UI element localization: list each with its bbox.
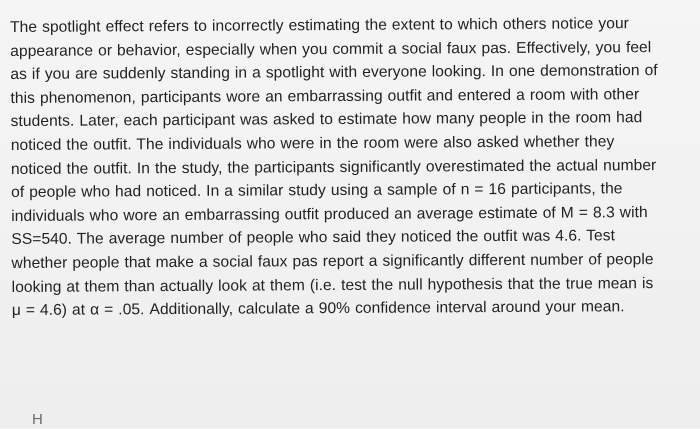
question-text	[10, 12, 684, 323]
question-line: of people who had noticed. In a similar study using a sample of n = 16 participants, the	[11, 180, 623, 202]
question-line: SS=540. The average number of people who said they noticed the outfit was 4.6. Test	[11, 227, 616, 249]
question-line: this phenomenon, participants wore an embarrassing outfit and entered a room with other	[10, 85, 640, 107]
question-line: as if you are suddenly standing in a spotlight with everyone looking. In one demonstration of	[10, 62, 658, 84]
question-line: noticed the outfit. In the study, the participants significantly overestimated the actual number	[10, 156, 657, 178]
answer-partial-text: H	[32, 411, 43, 428]
question-line: students. Later, each participant was asked to estimate how many people in the room had	[10, 109, 643, 131]
question-line: noticed the outfit. The individuals who were in the room were also asked whether they	[10, 133, 615, 154]
question-line: individuals who wore an embarrassing outfit produced an average estimate of M = 8.3 with	[11, 203, 648, 225]
question-line: whether people that make a social faux pas report a significantly different number of people	[11, 251, 654, 272]
question-line: μ = 4.6) at α = .05. Additionally, calculate a 90% confidence interval around your mean.	[11, 298, 625, 320]
question-line: The spotlight effect refers to incorrectly estimating the extent to which others notice your	[10, 15, 629, 36]
question-line: appearance or behavior, especially when you commit a social faux pas. Effectively, you feel	[10, 38, 652, 60]
question-line: looking at them than actually look at them (i.e. test the null hypothesis that the true mean is	[11, 274, 654, 296]
